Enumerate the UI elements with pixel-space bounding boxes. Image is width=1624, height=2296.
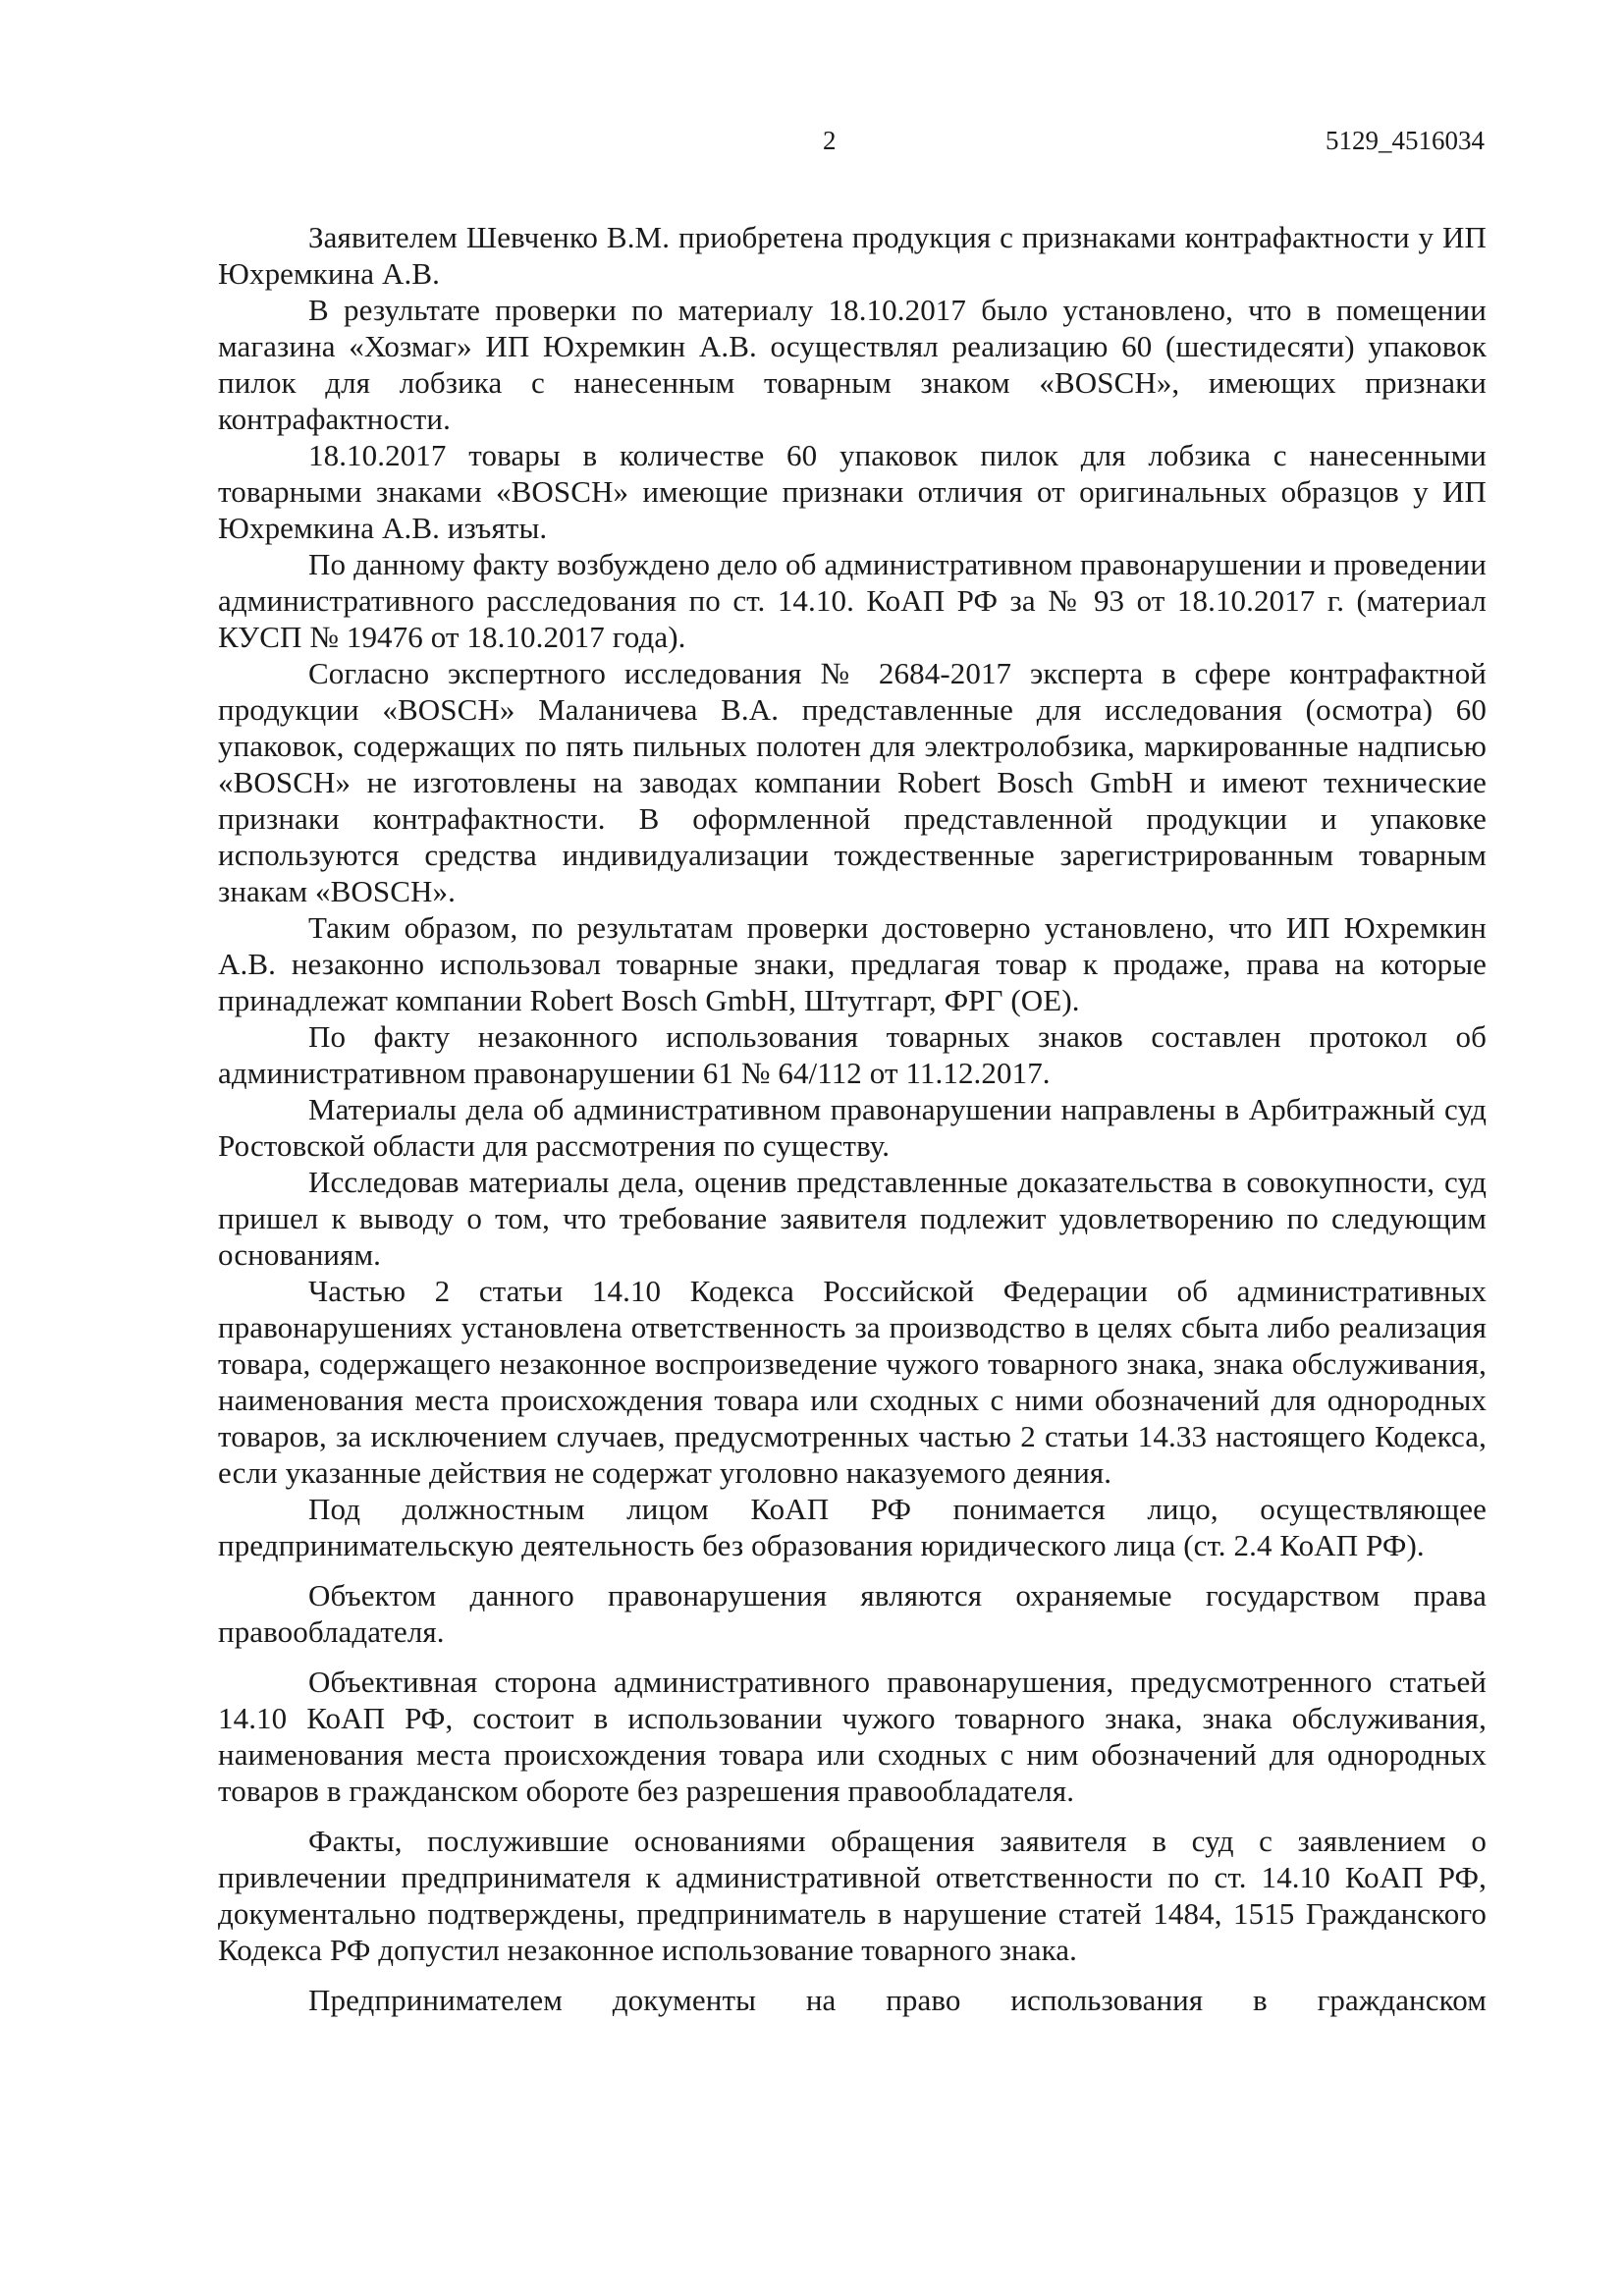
paragraph-14: Факты, послужившие основаниями обращения заявителя в суд с заявлением о привлечении предпринимателя к административной ответственности по ст. 14.10 КоАП РФ, документально подтверждены, предприниматель в нарушение статей 1484, 1515 Гражданского Кодекса РФ допустил незаконное использование товарного знака. xyxy=(218,1824,1487,1967)
paragraph-5: Согласно экспертного исследования № 2684-2017 эксперта в сфере контрафактной продукции «BOSCH» Маланичева В.А. представленные для исследования (осмотра) 60 упаковок, содержащих по пять пильных полотен для электролобзика, маркированные надписью «BOSCH» не изготовлены на заводах компании Robert Bosch GmbH и имеют технические признаки контрафактности. В оформленной представленной продукции и упаковке используются средства индивидуализации тождественные зарегистрированным товарным знакам «BOSCH». xyxy=(218,656,1487,908)
paragraph-13: Объективная сторона административного правонарушения, предусмотренного статьей 14.10 КоАП РФ, состоит в использовании чужого товарного знака, знака обслуживания, наименования места происхождения товара или сходных с ним обозначений для однородных товаров в гражданском обороте без разрешения правообладателя. xyxy=(218,1665,1487,1808)
page-number: 2 xyxy=(823,126,837,155)
paragraph-3: 18.10.2017 товары в количестве 60 упаковок пилок для лобзика с нанесенными товарными знаками «BOSCH» имеющие признаки отличия от оригинальных образцов у ИП Юхремкина А.В. изъяты. xyxy=(218,438,1487,545)
document-body xyxy=(218,219,1487,2018)
paragraph-9: Исследовав материалы дела, оценив представленные доказательства в совокупности, суд пришел к выводу о том, что требование заявителя подлежит удовлетворению по следующим основаниям. xyxy=(218,1165,1487,1272)
paragraph-7: По факту незаконного использования товарных знаков составлен протокол об административном правонарушении 61 № 64/112 от 11.12.2017. xyxy=(218,1019,1487,1090)
paragraph-12: Объектом данного правонарушения являются охраняемые государством права правообладателя. xyxy=(218,1578,1487,1649)
paragraph-10: Частью 2 статьи 14.10 Кодекса Российской Федерации об административных правонарушениях установлена ответственность за производство в целях сбыта либо реализация товара, содержащего незаконное воспроизведение чужого товарного знака, знака обслуживания, наименования места происхождения товара или сходных с ними обозначений для однородных товаров, за исключением случаев, предусмотренных частью 2 статьи 14.33 настоящего Кодекса, если указанные действия не содержат уголовно наказуемого деяния. xyxy=(218,1274,1487,1490)
document-id: 5129_4516034 xyxy=(1326,126,1485,155)
page-header xyxy=(0,126,1624,165)
paragraph-8: Материалы дела об административном правонарушении направлены в Арбитражный суд Ростовской области для рассмотрения по существу. xyxy=(218,1092,1487,1163)
paragraph-1: Заявителем Шевченко В.М. приобретена продукция с признаками контрафактности у ИП Юхремкина А.В. xyxy=(218,220,1487,291)
paragraph-2: В результате проверки по материалу 18.10.2017 было установлено, что в помещении магазина «Хозмаг» ИП Юхремкин А.В. осуществлял реализацию 60 (шестидесяти) упаковок пилок для лобзика с нанесенным товарным знаком «BOSCH», имеющих признаки контрафактности. xyxy=(218,293,1487,436)
paragraph-15: Предпринимателем документы на право использования в гражданском xyxy=(308,1983,1487,2017)
paragraph-11: Под должностным лицом КоАП РФ понимается лицо, осуществляющее предпринимательскую деятельность без образования юридического лица (ст. 2.4 КоАП РФ). xyxy=(218,1492,1487,1562)
paragraph-4: По данному факту возбуждено дело об административном правонарушении и проведении административного расследования по ст. 14.10. КоАП РФ за № 93 от 18.10.2017 г. (материал КУСП № 19476 от 18.10.2017 года). xyxy=(218,547,1487,654)
paragraph-6: Таким образом, по результатам проверки достоверно установлено, что ИП Юхремкин А.В. незаконно использовал товарные знаки, предлагая товар к продаже, права на которые принадлежат компании Robert Bosch GmbH, Штутгарт, ФРГ (ОЕ). xyxy=(218,910,1487,1017)
